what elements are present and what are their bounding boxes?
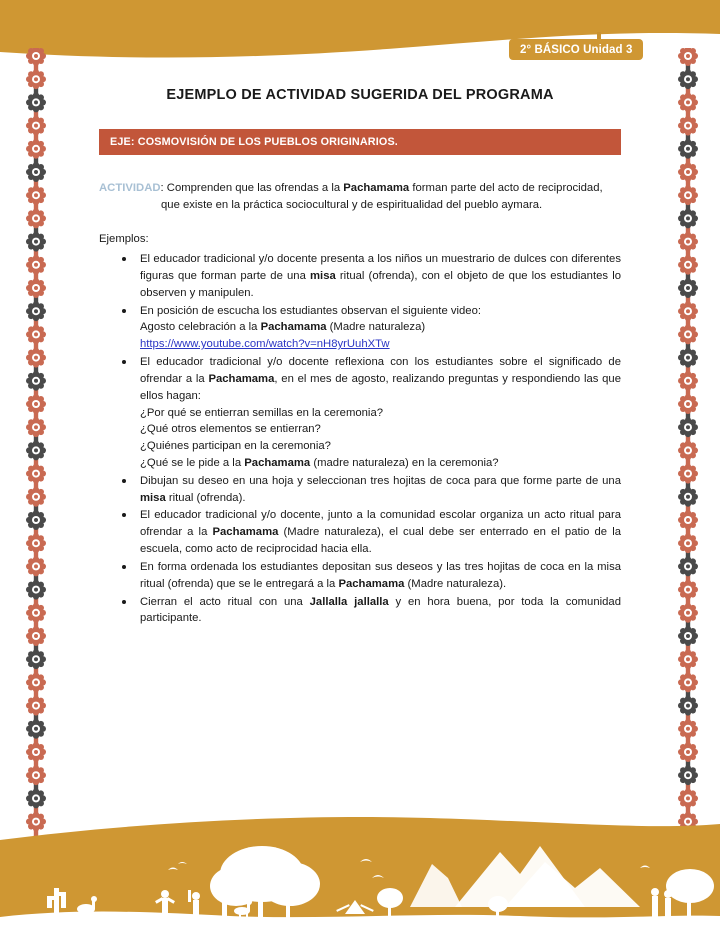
bullet-dibujan-deseo	[99, 473, 621, 507]
bullet-acto-ritual-text-0: El educador tradicional y/o docente, junto a la comunidad escolar organiza un acto ritual para ofrendar a la	[140, 509, 621, 539]
main-content	[99, 80, 621, 628]
bullet-reflexion-sub0-text-0: ¿Por qué se entierran semillas en la ceremonia?	[140, 406, 384, 419]
bullet-depositan-deseos	[99, 559, 621, 593]
activity-line-2: que existe en la práctica sociocultural y de espiritualidad del pueblo aymara.	[161, 199, 543, 212]
bullet-cierre	[99, 594, 621, 628]
bullet-video	[99, 303, 621, 353]
bullet-reflexion-subline-3	[140, 455, 621, 472]
bullet-muestrario-dulces-text-2: ritual (ofrenda), con el objeto de que los estudiantes lo observen y manipulen.	[140, 269, 621, 299]
bullet-acto-ritual-text-2: (Madre naturaleza), el cual debe ser enterrado en el patio de la escuela, como acto de reciprocidad hacia ella.	[140, 526, 621, 556]
bullet-reflexion-bold-1: Pachamama	[208, 372, 275, 385]
unit-badge: 2° BÁSICO Unidad 3	[509, 39, 643, 60]
bullet-cierre-text-0: Cierran el acto ritual con una	[140, 595, 310, 608]
bullet-video-subline-1	[140, 336, 621, 353]
bullet-reflexion-text-2: , en el mes de agosto, realizando preguntas y respondiendo las que ellos hagan:	[140, 372, 621, 402]
bullet-reflexion-text-0: El educador tradicional y/o docente reflexiona con los estudiantes sobre el significado de ofrendar a la	[140, 356, 621, 385]
bullet-depositan-deseos-text-2: (Madre naturaleza).	[404, 577, 507, 590]
bullet-video-sub0-text-0: Agosto celebración a la	[140, 321, 261, 334]
andean-landscape-illustration	[0, 812, 720, 932]
activity-colon: :	[160, 182, 164, 194]
bullet-dibujan-deseo-text-0: Dibujan su deseo en una hoja y seleccionan tres hojitas de coca para que forme parte de una	[140, 474, 621, 487]
bullet-video-sub0-bold-1: Pachamama	[260, 321, 327, 334]
activity-label: ACTIVIDAD	[99, 182, 161, 194]
activity-line-1	[99, 180, 621, 196]
bullet-reflexion-subline-1	[140, 421, 621, 438]
bullet-reflexion-sub3-bold-1: Pachamama	[244, 457, 311, 469]
examples-label: Ejemplos:	[99, 233, 149, 246]
activity-text-a: Comprenden que las ofrendas a la	[163, 182, 344, 194]
bullet-reflexion-sub3-text-0: ¿Qué se le pide a la	[140, 457, 245, 469]
bullet-reflexion	[99, 354, 621, 472]
bullet-acto-ritual-bold-1: Pachamama	[212, 526, 279, 539]
bullet-cierre-text-2: y en hora buena, por toda la comunidad participante.	[140, 595, 621, 625]
bullet-depositan-deseos-text-0: En forma ordenada los estudiantes depositan sus deseos y las tres hojitas de coca en la misa ritual (ofrenda) que se le entregará a la	[140, 560, 621, 590]
eje-banner	[99, 129, 621, 155]
bullet-reflexion-subline-0	[140, 405, 621, 422]
left-rosette-border	[21, 48, 51, 860]
right-rosette-border	[673, 48, 703, 860]
examples-bullet-list	[99, 251, 621, 627]
bullet-acto-ritual	[99, 507, 621, 557]
bullet-muestrario-dulces	[99, 251, 621, 301]
bullet-dibujan-deseo-text-2: ritual (ofrenda).	[165, 491, 246, 504]
bullet-video-link[interactable]: https://www.youtube.com/watch?v=nH8yrUuhXTw	[140, 338, 390, 351]
bullet-dibujan-deseo-bold-1: misa	[140, 491, 166, 504]
eje-banner-label: EJE: COSMOVISIÓN DE LOS PUEBLOS ORIGINARIOS.	[110, 136, 398, 148]
bullet-muestrario-dulces-text-0: El educador tradicional y/o docente presenta a los niños un muestrario de dulces con diferentes figuras que forman parte de una	[140, 253, 621, 282]
bullet-reflexion-sub1-text-0: ¿Qué otros elementos se entierran?	[140, 423, 321, 436]
bullet-reflexion-subline-2	[140, 438, 621, 455]
activity-text-b: forman parte del acto de reciprocidad,	[409, 182, 603, 194]
bullet-muestrario-dulces-bold-1: misa	[310, 269, 336, 282]
bullet-video-text-0: En posición de escucha los estudiantes observan el siguiente video:	[140, 304, 482, 317]
activity-description	[99, 180, 621, 213]
activity-bold-pachamama: Pachamama	[343, 182, 410, 194]
bullet-reflexion-sub3-text-2: (madre naturaleza) en la ceremonia?	[310, 457, 499, 469]
bullet-reflexion-sub2-text-0: ¿Quiénes participan en la ceremonia?	[140, 440, 331, 453]
bullet-video-subline-0	[140, 319, 621, 336]
bullet-cierre-bold-1: Jallalla jallalla	[309, 595, 389, 608]
bullet-video-sub0-text-2: (Madre naturaleza)	[326, 321, 426, 334]
bullet-depositan-deseos-bold-1: Pachamama	[338, 577, 405, 590]
page-title: EJEMPLO DE ACTIVIDAD SUGERIDA DEL PROGRAMA	[166, 87, 554, 103]
